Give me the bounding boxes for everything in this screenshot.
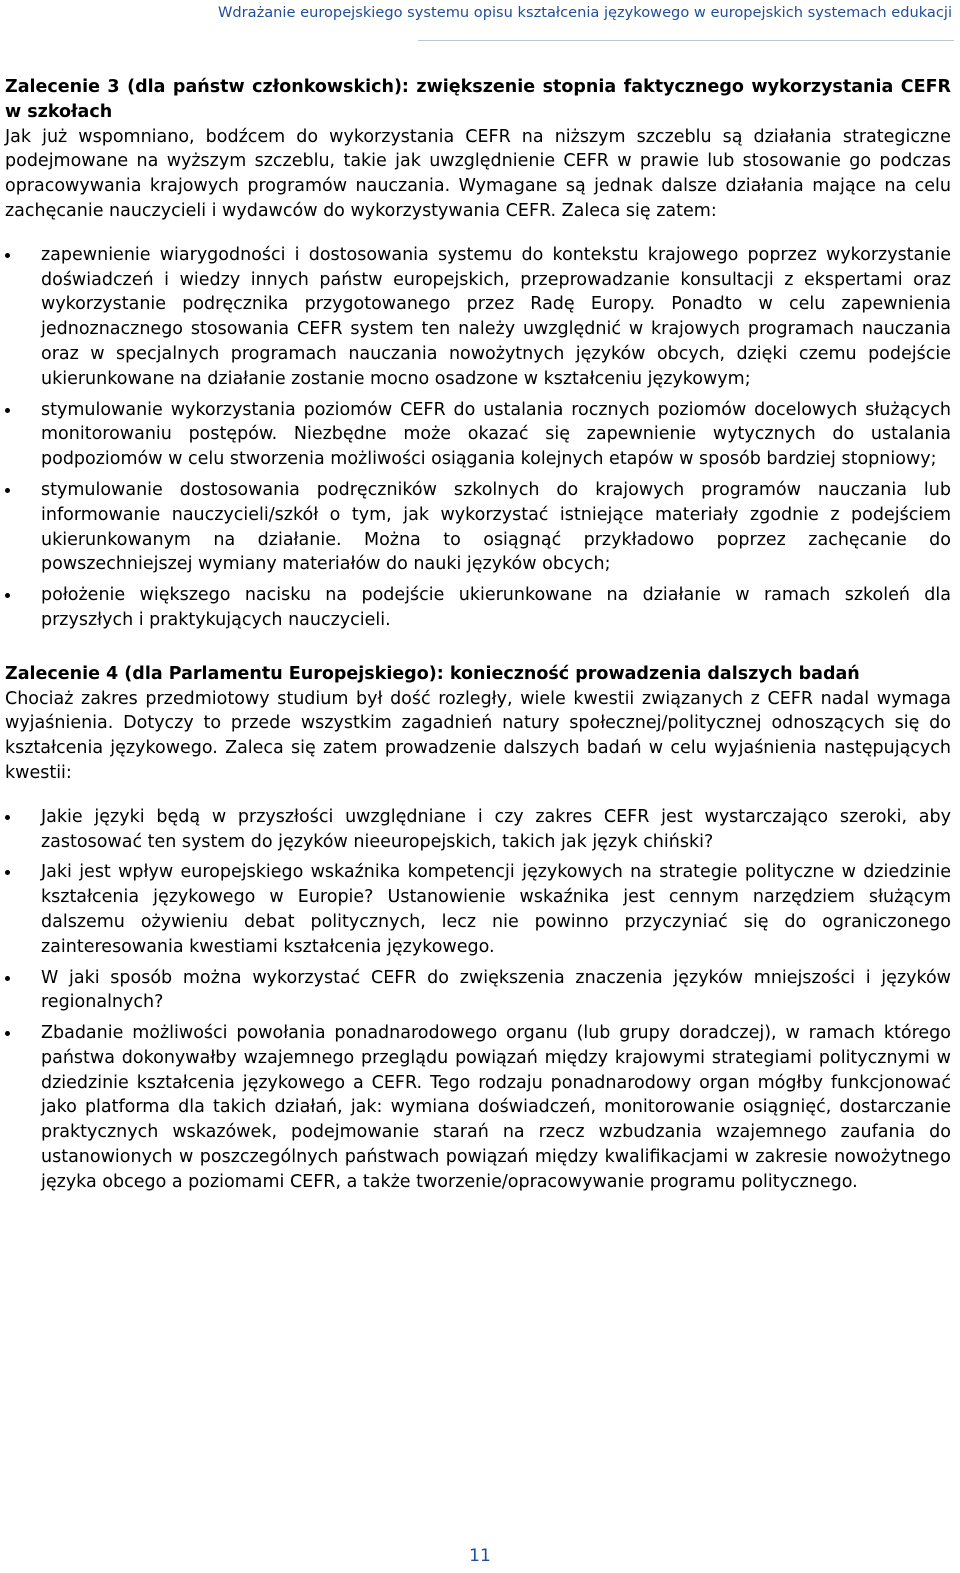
section-3-bullet: zapewnienie wiarygodności i dostosowania systemu do kontekstu krajowego poprzez wykorzystanie doświadczeń i wiedzy innych państw europejskich, przeprowadzanie konsultacji z ekspertami oraz wykorzystanie podręcznika przygotowanego przez Radę Europy. Ponadto w celu zapewnienia jednoznacznego stosowania CEFR system ten należy uwzględnić w krajowych programach nauczania oraz w specjalnych programach nauczania nowożytnych języków obcych, dzięki czemu podejście ukierunkowane na działanie zostanie mocno osadzone w kształceniu językowym;	[5, 243, 951, 392]
section-4-bullet: Jakie języki będą w przyszłości uwzględniane i czy zakres CEFR jest wystarczająco szeroki, aby zastosować ten system do języków nieeuropejskich, takich jak język chiński?	[5, 805, 951, 855]
section-4-bullet: W jaki sposób można wykorzystać CEFR do zwiększenia znaczenia języków mniejszości i języków regionalnych?	[5, 966, 951, 1016]
section-3-bullet-list	[5, 243, 951, 633]
running-header: Wdrażanie europejskiego systemu opisu kształcenia językowego w europejskich systemach edukacji	[217, 4, 952, 21]
section-4-intro: Chociaż zakres przedmiotowy studium był dość rozległy, wiele kwestii związanych z CEFR nadal wymaga wyjaśnienia. Dotyczy to przede wszystkim zagadnień natury społecznej/politycznej odnoszących się do kształcenia językowego. Zaleca się zatem prowadzenie dalszych badań w celu wyjaśnienia następujących kwestii:	[5, 688, 951, 783]
section-spacer	[5, 639, 951, 662]
section-3-bullet: stymulowanie dostosowania podręczników szkolnych do krajowych programów nauczania lub informowanie nauczycieli/szkół o tym, jak wykorzystać istniejące materiały zgodnie z podejściem ukierunkowanym na działanie. Można to osiągnąć przykładowo poprzez zachęcanie do powszechniejszej wymiany materiałów do nauki języków obcych;	[5, 478, 951, 577]
section-4-bullet-list	[5, 805, 951, 1195]
section-4-bullet: Jaki jest wpływ europejskiego wskaźnika kompetencji językowych na strategie polityczne w dziedzinie kształcenia językowego w Europie? Ustanowienie wskaźnika jest cennym narzędziem służącym dalszemu ożywieniu debat politycznych, lecz nie powinno przyczyniać się do ograniczonego zainteresowania kwestiami kształcenia językowego.	[5, 860, 951, 959]
section-4-heading: Zalecenie 4 (dla Parlamentu Europejskiego): konieczność prowadzenia dalszych badań	[5, 663, 860, 684]
header-divider	[418, 40, 954, 41]
section-3-heading: Zalecenie 3 (dla państw członkowskich): zwiększenie stopnia faktycznego wykorzystania CEFR w szkołach	[5, 77, 951, 122]
page-number: 11	[469, 1546, 491, 1566]
section-3-bullet: stymulowanie wykorzystania poziomów CEFR do ustalania rocznych poziomów docelowych służących monitorowaniu postępów. Niezbędne może okazać się zapewnienie wytycznych do ustalania podpoziomów w celu stworzenia możliwości osiągania kolejnych etapów w sposób bardziej stopniowy;	[5, 398, 951, 472]
section-4-bullet: Zbadanie możliwości powołania ponadnarodowego organu (lub grupy doradczej), w ramach którego państwa dokonywałby wzajemnego przeglądu powiązań między krajowymi strategiami politycznymi w dziedzinie kształcenia językowego a CEFR. Tego rodzaju ponadnarodowy organ mógłby funkcjonować jako platforma dla takich działań, jak: wymiana doświadczeń, monitorowanie osiągnięć, dostarczanie praktycznych wskazówek, podejmowanie starań na rzecz wzbudzania wzajemnego zaufania do ustanowionych w poszczególnych państwach powiązań między kwalifikacjami w zakresie nowożytnego języka obcego a poziomami CEFR, a także tworzenie/opracowywanie programu politycznego.	[5, 1021, 951, 1195]
section-3-bullet: położenie większego nacisku na podejście ukierunkowane na działanie w ramach szkoleń dla przyszłych i praktykujących nauczycieli.	[5, 583, 951, 633]
section-3-intro: Jak już wspomniano, bodźcem do wykorzystania CEFR na niższym szczeblu są działania strategiczne podejmowane na wyższym szczeblu, takie jak uwzględnienie CEFR w prawie lub stosowanie go podczas opracowywania krajowych programów nauczania. Wymagane są jednak dalsze działania mające na celu zachęcanie nauczycieli i wydawców do wykorzystywania CEFR. Zaleca się zatem:	[5, 126, 951, 221]
document-body	[5, 75, 951, 1201]
